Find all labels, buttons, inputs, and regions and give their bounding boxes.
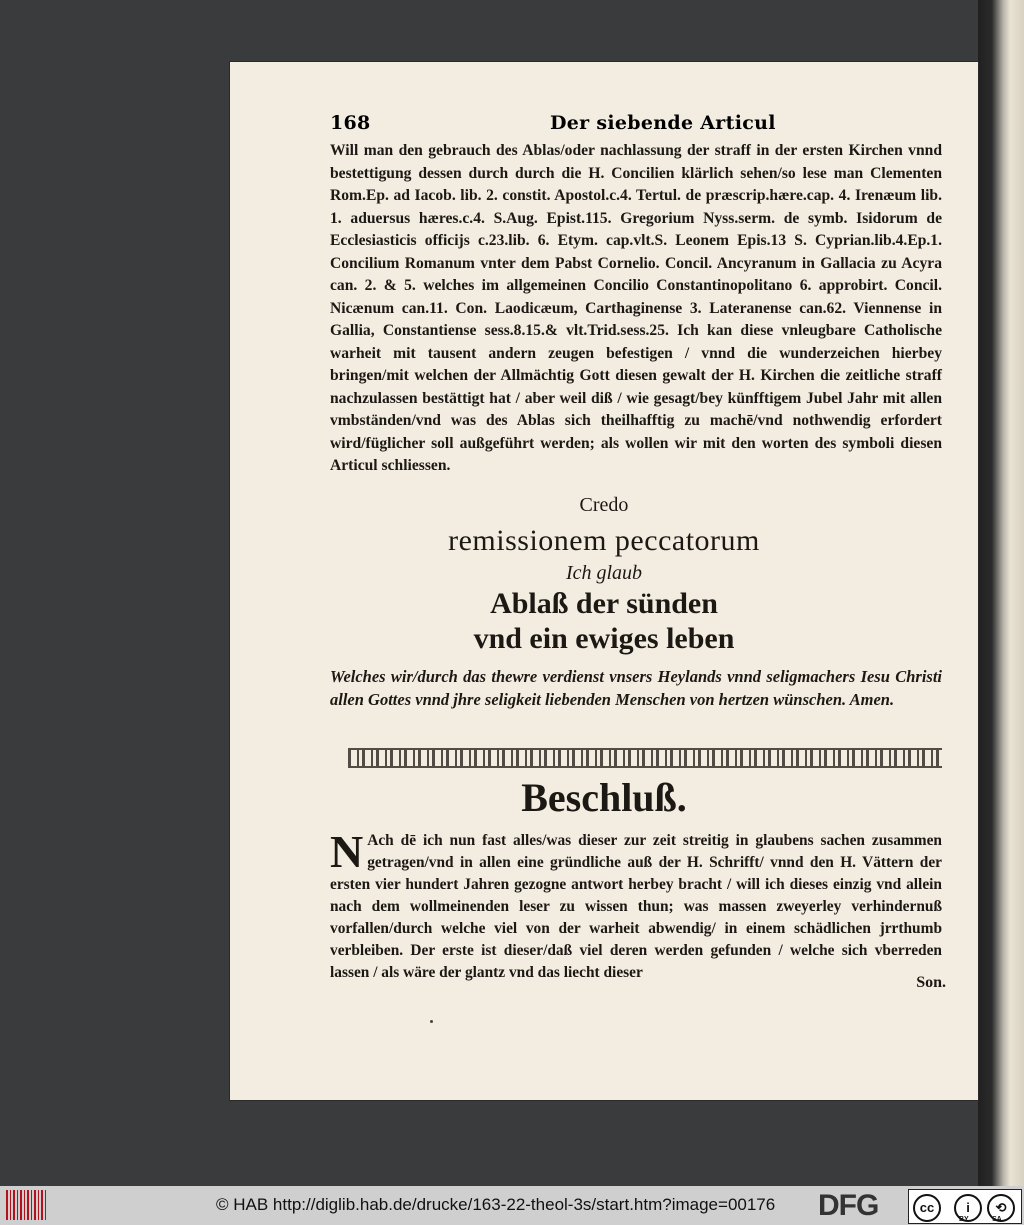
dfg-logo: DFG bbox=[818, 1189, 879, 1222]
paragraph-2: Welches wir/durch das thewre verdienst vnsers Heylands vnnd seligmachers Iesu Christi allen Gottes vnnd jhre seligkeit liebenden Menschen von hertzen wünschen. Amen. bbox=[330, 667, 942, 709]
attribution-icon: i bbox=[954, 1194, 982, 1222]
page-number: 168 bbox=[330, 112, 371, 134]
footer-bar bbox=[0, 1186, 1024, 1225]
ink-speck bbox=[430, 1020, 433, 1023]
page-header bbox=[330, 112, 918, 138]
cc-license-badge[interactable] bbox=[908, 1189, 1022, 1224]
cc-sa-label: SA bbox=[992, 1216, 1002, 1223]
catchword: Son. bbox=[916, 974, 946, 991]
running-title: Der siebende Articul bbox=[550, 112, 776, 134]
copyright-link[interactable]: © HAB http://diglib.hab.de/drucke/163-22-theol-3s/start.htm?image=00176 bbox=[216, 1195, 776, 1214]
ich-glaub-heading: Ich glaub bbox=[565, 562, 643, 584]
paragraph-1: Will man den gebrauch des Ablas/oder nachlassung der straff in der ersten Kirchen vnnd bestettigung dessen durch durch die H. Concilien klärlich sehen/so lese man Clementen Rom.Ep. ad Iacob. lib. 2. constit. Apostol.c.4. Tertul. de præscrip.hære.cap. 4. Irenæum lib. 1. aduersus hæres.c.4. S.Aug. Epist.115. Gregorium Nyss.serm. de symb. Isidorum de Ecclesiasticis officijs c.23.lib. 6. Etym. cap.vlt.S. Leonem Epis.13 S. Cyprian.lib.4.Ep.1. Concilium Romanum vnter dem Pabst Cornelio. Concil. Ancyranum in Gallacia zu Acyra can. 2. & 5. welches im allgemeinen Concilio Constantinopolitano 6. approbirt. Concil. Nicænum can.11. Con. Laodicæum, Carthaginense 3. Lateranense can.62. Viennense in Gallia, Constantiense sess.8.15.& vlt.Trid.sess.25. Ich kan diese vnleugbare Catholische warheit mit tausent andern zeugen befestigen / vnnd die wunderzeichen hierbey bringen/mit welchen der Allmächtig Gott diesen gewalt der H. Kirchen die zeitliche straff nachzulassen bestättigt hat / aber weil diß / wie gesagt/bey künfftigem Jubel Jahr mit allen vmbständen/vnd was des Ablas sich theilhafftig zu machē/vnd nothwendig erfordert wird/füglicher soll außgeführt werden; als wollen wir mit den worten des symboli diesen Articul schliessen. bbox=[330, 142, 942, 474]
paragraph-3-text: Ach dē ich nun fast alles/was dieser zur zeit streitig in glaubens sachen zusammen getragen/vnd in allen eine gründliche auß der H. Schrifft/ vnnd den H. Vättern der ersten vier hundert Jahren gezogne antwort herbey bracht / will ich dieses einzig vnd allein nach dem wollmeinenden leser zu wissen thun; was massen zweyerley verhindernuß vorfallen/durch welche viel von der warheit abwendig/ in einem schädlichen jrrthumb verbleiben. Der erste ist dieser/daß viel deren werden gefunden / welche sich vberreden lassen / als wäre der glantz vnd das liecht dieser bbox=[330, 832, 942, 981]
hab-logo-icon bbox=[6, 1190, 46, 1220]
ewiges-leben-heading: vnd ein ewiges leben bbox=[473, 622, 735, 655]
book-spine bbox=[978, 0, 1024, 1186]
beschluss-heading: Beschluß. bbox=[521, 775, 687, 820]
cc-icon: cc bbox=[913, 1194, 941, 1222]
credo-heading: Credo bbox=[579, 494, 629, 516]
drop-cap: N bbox=[330, 826, 364, 877]
cc-by-label: BY bbox=[959, 1216, 969, 1223]
ablass-heading: Ablaß der sünden bbox=[490, 587, 718, 620]
share-alike-icon: ⟲ bbox=[987, 1194, 1015, 1222]
paragraph-3 bbox=[330, 826, 942, 984]
ornament-divider bbox=[348, 748, 942, 768]
scanned-page bbox=[230, 62, 978, 1100]
remissionem-heading: remissionem peccatorum bbox=[448, 524, 760, 557]
